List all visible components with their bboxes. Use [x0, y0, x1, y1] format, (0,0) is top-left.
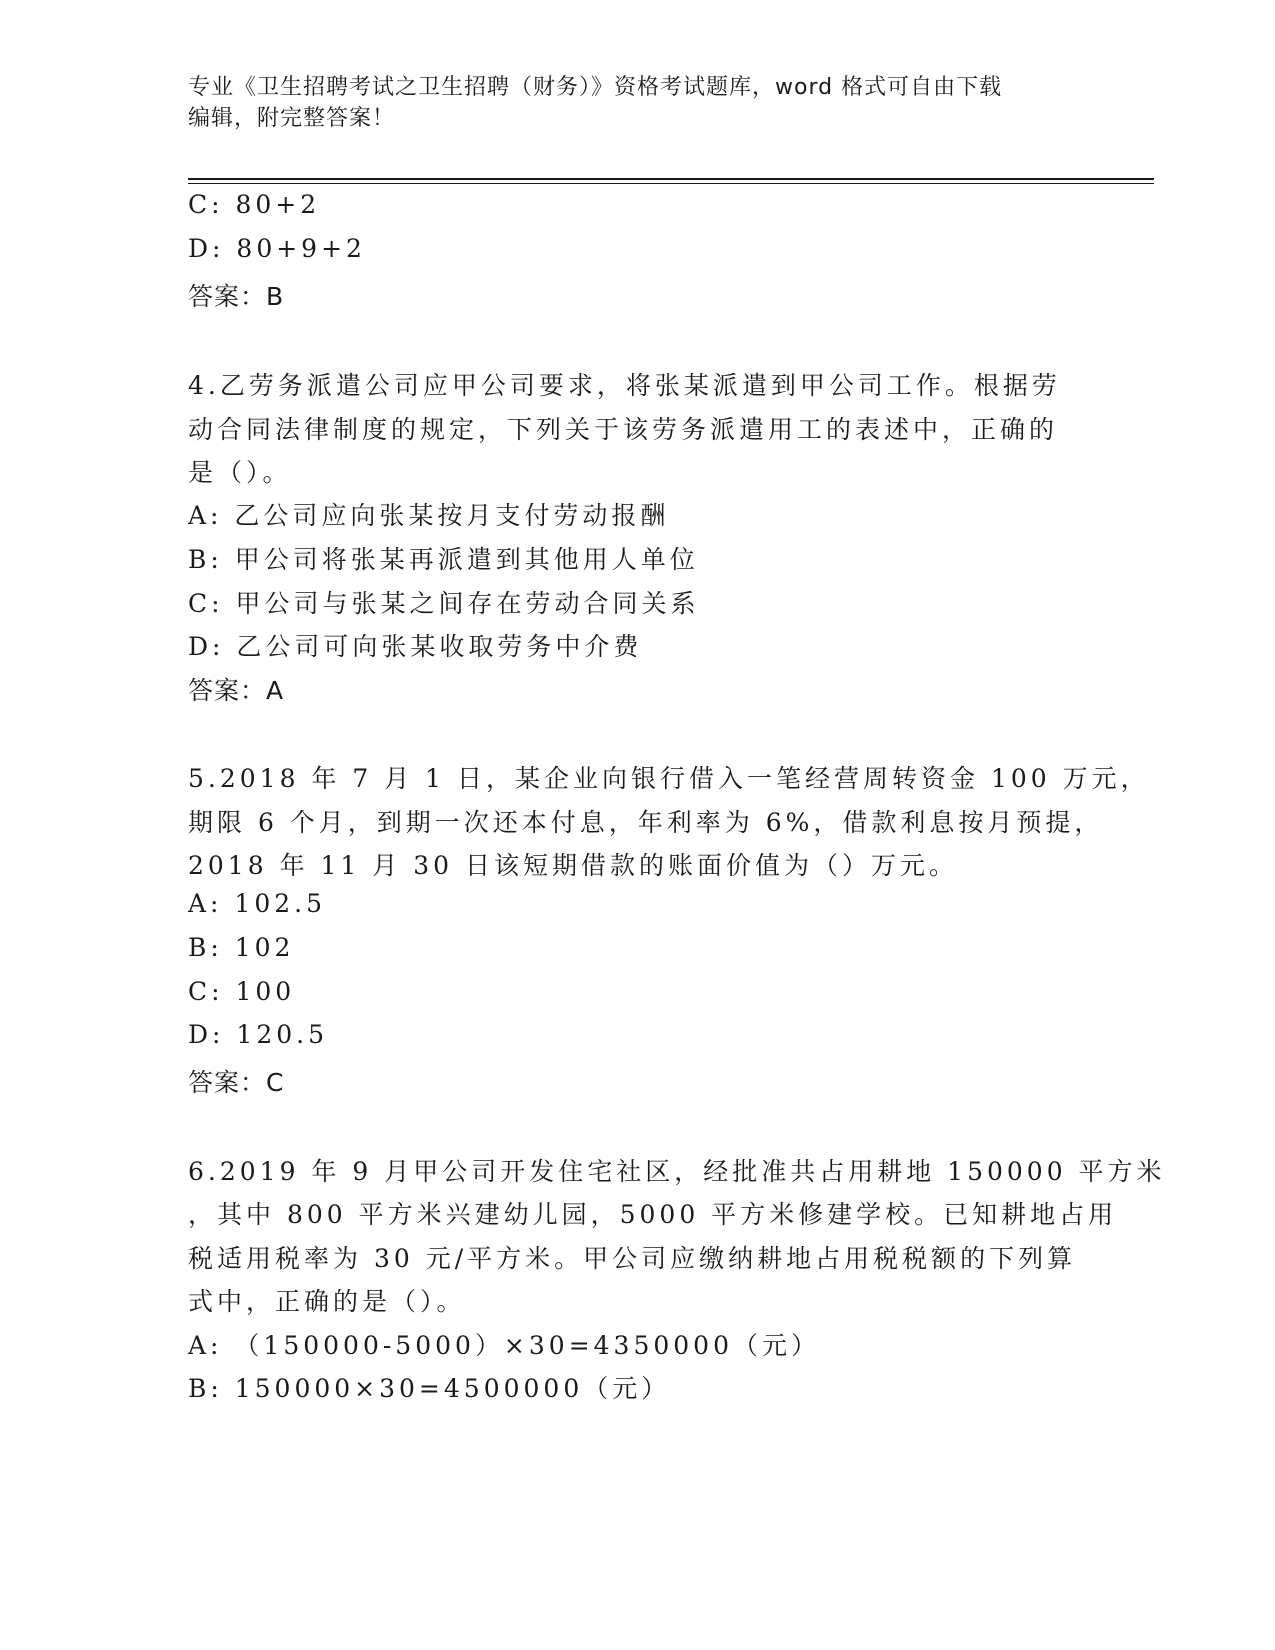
- q6-option-a: A: （150000-5000）×30=4350000（元）: [188, 1331, 820, 1360]
- q5-option-c: C: 100: [188, 977, 296, 1006]
- header-divider-thick: [188, 178, 1154, 180]
- q5-answer: 答案：C: [188, 1068, 285, 1097]
- q3-option-c: C: 80+2: [188, 190, 321, 219]
- q6-stem-line-2: ，其中 800 平方米兴建幼儿园，5000 平方米修建学校。已知耕地占用: [188, 1200, 1118, 1229]
- q4-stem-line-2: 动合同法律制度的规定，下列关于该劳务派遣用工的表述中，正确的: [188, 415, 1059, 444]
- q5-option-b: B: 102: [188, 933, 295, 962]
- q5-stem-line-1: 5.2018 年 7 月 1 日，某企业向银行借入一笔经营周转资金 100 万元，: [188, 764, 1150, 793]
- q4-answer: 答案：A: [188, 676, 285, 705]
- header-line-1: 专业《卫生招聘考试之卫生招聘（财务）》资格考试题库，word 格式可自由下载: [188, 75, 1003, 100]
- q5-stem-line-3: 2018 年 11 月 30 日该短期借款的账面价值为（）万元。: [188, 851, 958, 880]
- q4-option-d: D: 乙公司可向张某收取劳务中介费: [188, 632, 643, 661]
- q5-stem-line-2: 期限 6 个月，到期一次还本付息，年利率为 6%，借款利息按月预提，: [188, 808, 1104, 837]
- q4-stem-line-3: 是（）。: [188, 458, 292, 487]
- header-divider-thin: [188, 183, 1154, 184]
- q6-stem-line-4: 式中，正确的是（）。: [188, 1287, 466, 1316]
- document-header: [188, 72, 1088, 134]
- q5-option-d: D: 120.5: [188, 1020, 328, 1049]
- header-line-2: 编辑，附完整答案！: [188, 106, 396, 131]
- q4-option-c: C: 甲公司与张某之间存在劳动合同关系: [188, 589, 700, 618]
- q4-stem-line-1: 4.乙劳务派遣公司应甲公司要求，将张某派遣到甲公司工作。根据劳: [188, 371, 1061, 400]
- q6-option-b: B: 150000×30=4500000（元）: [188, 1374, 671, 1403]
- q4-option-a: A: 乙公司应向张某按月支付劳动报酬: [188, 501, 670, 530]
- q6-stem-line-1: 6.2019 年 9 月甲公司开发住宅社区，经批准共占用耕地 150000 平方米: [188, 1157, 1166, 1186]
- q5-option-a: A: 102.5: [188, 889, 326, 918]
- q4-option-b: B: 甲公司将张某再派遣到其他用人单位: [188, 545, 699, 574]
- q6-stem-line-3: 税适用税率为 30 元/平方米。甲公司应缴纳耕地占用税税额的下列算: [188, 1244, 1077, 1273]
- q3-option-d: D: 80+9+2: [188, 234, 366, 263]
- q3-answer: 答案：B: [188, 282, 285, 311]
